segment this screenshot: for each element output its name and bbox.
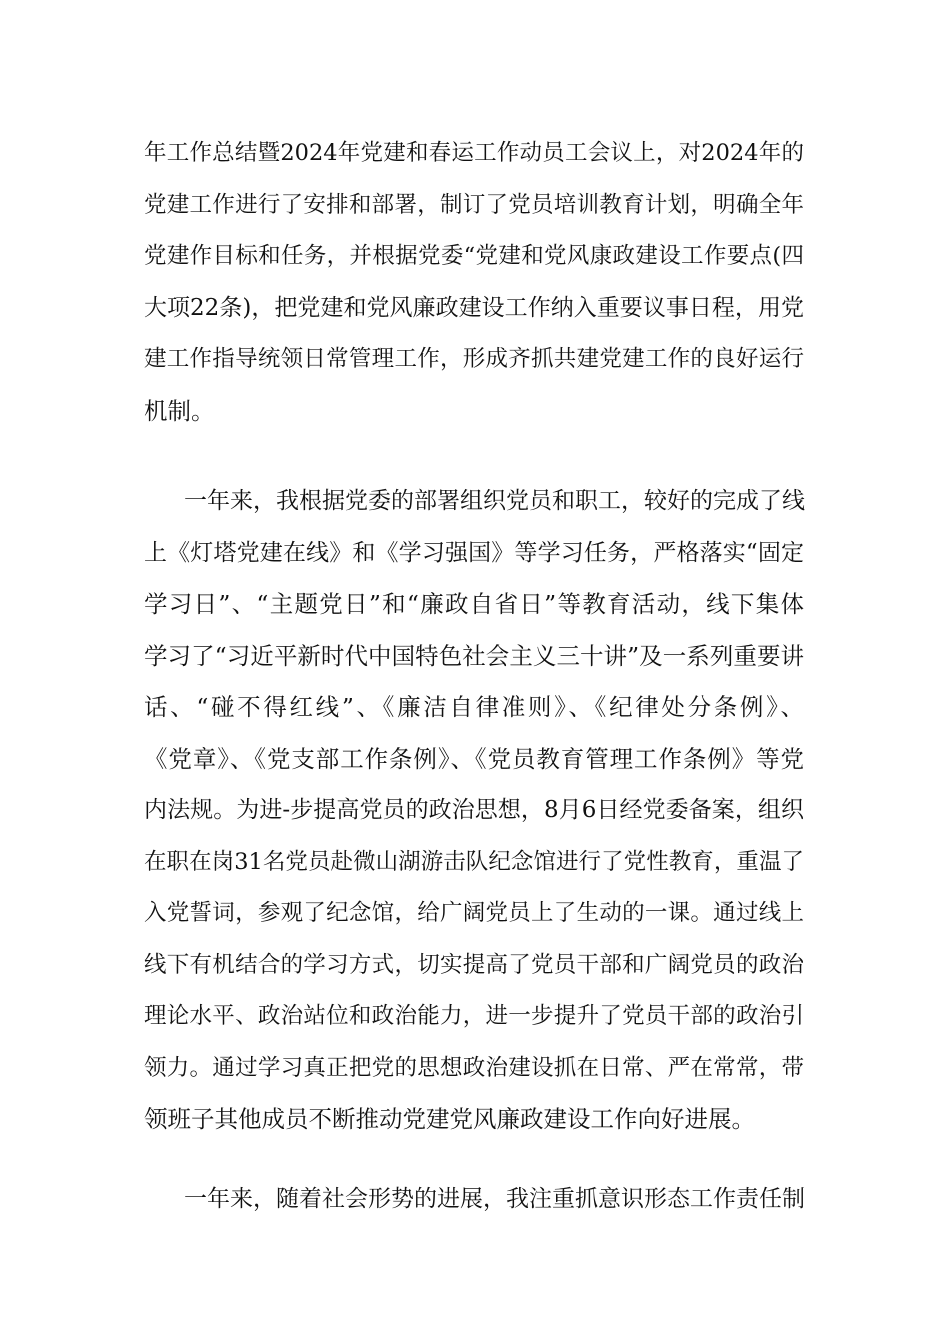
text-line: 内法规。为进-步提高党员的政治思想，8月6日经党委备案，组织	[144, 797, 804, 823]
text-line: 在职在岗31名党员赴微山湖游击队纪念馆进行了党性教育，重温了	[144, 848, 804, 875]
text-line: 领班子其他成员不断推动党建党风廉政建设工作向好进展。	[144, 1105, 755, 1133]
text-line: 学习日”、“主题党日”和“廉政自省日”等教育活动，线下集体	[144, 590, 804, 618]
text-line: 大项22条)，把党建和党风廉政建设工作纳入重要议事日程，用党	[144, 294, 804, 321]
text-line: 上《灯塔党建在线》和《学习强国》等学习任务，严格落实“固定	[144, 539, 804, 566]
text-line: 机制。	[144, 396, 215, 425]
paragraph-3	[144, 1174, 804, 1226]
text-line: 话、“碰不得红线”、《廉洁自律准则》、《纪律处分条例》、	[144, 693, 804, 721]
text-line: 领力。通过学习真正把党的思想政治建设抓在日常、严在常常，带	[144, 1054, 804, 1081]
text-line: 学习了“习近平新时代中国特色社会主义三十讲”及一系列重要讲	[144, 641, 804, 670]
text-line: 年工作总结暨2024年党建和春运工作动员工会议上，对2024年的	[144, 140, 804, 166]
paragraph-1	[144, 128, 804, 437]
text-line: 《党章》、《党支部工作条例》、《党员教育管理工作条例》等党	[144, 744, 804, 773]
text-line: 建工作指导统领日常管理工作，形成齐抓共建党建工作的良好运行	[144, 346, 804, 372]
text-line: 党建工作进行了安排和部署，制订了党员培训教育计划，明确全年	[144, 191, 804, 218]
text-line: 一年来，随着社会形势的进展，我注重抓意识形态工作责任制	[184, 1186, 805, 1212]
text-line: 党建作目标和任务，并根据党委“党建和党风康政建设工作要点(四	[144, 243, 804, 269]
text-line: 入党誓词，参观了纪念馆，给广阔党员上了生动的一课。通过线上	[144, 900, 804, 926]
text-line: 线下有机结合的学习方式，切实提高了党员干部和广阔党员的政治	[144, 951, 804, 978]
paragraph-2	[144, 476, 804, 1146]
text-line: 理论水平、政治站位和政治能力，进一步提升了党员干部的政治引	[144, 1003, 804, 1029]
text-line: 一年来，我根据党委的部署组织党员和职工，较好的完成了线	[184, 488, 805, 514]
